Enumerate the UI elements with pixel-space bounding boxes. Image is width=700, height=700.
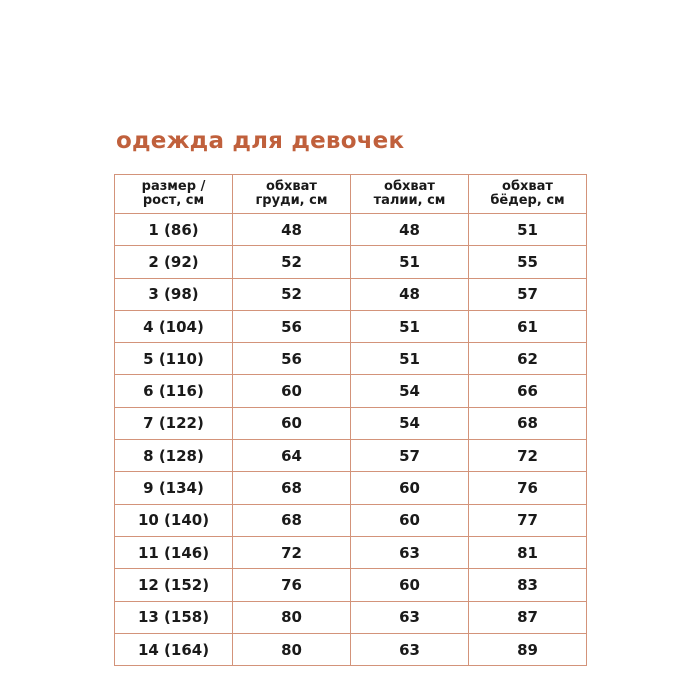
hips-cell: 81 xyxy=(469,536,587,568)
header-line: обхват xyxy=(384,179,435,194)
size-cell: 1 (86) xyxy=(115,214,233,246)
header-size-height xyxy=(115,175,233,214)
chest-cell: 60 xyxy=(233,375,351,407)
size-chart-table xyxy=(114,174,587,666)
hips-cell: 83 xyxy=(469,569,587,601)
hips-cell: 61 xyxy=(469,310,587,342)
chest-cell: 76 xyxy=(233,569,351,601)
chest-cell: 80 xyxy=(233,633,351,665)
table-row xyxy=(115,536,587,568)
header-line: рост, см xyxy=(142,193,205,208)
size-cell: 9 (134) xyxy=(115,472,233,504)
waist-cell: 48 xyxy=(351,278,469,310)
table-row xyxy=(115,375,587,407)
size-cell: 6 (116) xyxy=(115,375,233,407)
size-cell: 8 (128) xyxy=(115,440,233,472)
header-line: обхват xyxy=(502,179,553,194)
table-row xyxy=(115,246,587,278)
chest-cell: 80 xyxy=(233,601,351,633)
header-line: размер / xyxy=(141,179,206,194)
chest-cell: 52 xyxy=(233,278,351,310)
table-row xyxy=(115,407,587,439)
hips-cell: 89 xyxy=(469,633,587,665)
hips-cell: 55 xyxy=(469,246,587,278)
table-row xyxy=(115,569,587,601)
header-line: груди, см xyxy=(255,193,328,208)
chest-cell: 60 xyxy=(233,407,351,439)
header-line: обхват xyxy=(266,179,317,194)
table-row xyxy=(115,601,587,633)
hips-cell: 66 xyxy=(469,375,587,407)
size-cell: 3 (98) xyxy=(115,278,233,310)
size-cell: 7 (122) xyxy=(115,407,233,439)
waist-cell: 54 xyxy=(351,407,469,439)
hips-cell: 68 xyxy=(469,407,587,439)
header-row xyxy=(115,175,587,214)
hips-cell: 87 xyxy=(469,601,587,633)
waist-cell: 54 xyxy=(351,375,469,407)
chest-cell: 56 xyxy=(233,343,351,375)
waist-cell: 60 xyxy=(351,472,469,504)
waist-cell: 63 xyxy=(351,601,469,633)
chest-cell: 72 xyxy=(233,536,351,568)
table-row xyxy=(115,310,587,342)
waist-cell: 51 xyxy=(351,343,469,375)
table-row xyxy=(115,440,587,472)
chest-cell: 48 xyxy=(233,214,351,246)
header-hips xyxy=(469,175,587,214)
page-title: одежда для девочек xyxy=(116,128,405,154)
header-line: талии, см xyxy=(373,193,446,208)
table-row xyxy=(115,633,587,665)
hips-cell: 77 xyxy=(469,504,587,536)
size-cell: 13 (158) xyxy=(115,601,233,633)
size-cell: 2 (92) xyxy=(115,246,233,278)
waist-cell: 51 xyxy=(351,246,469,278)
table-body xyxy=(115,214,587,666)
hips-cell: 51 xyxy=(469,214,587,246)
waist-cell: 63 xyxy=(351,633,469,665)
header-line: бёдер, см xyxy=(490,193,565,208)
size-cell: 12 (152) xyxy=(115,569,233,601)
hips-cell: 76 xyxy=(469,472,587,504)
waist-cell: 63 xyxy=(351,536,469,568)
waist-cell: 60 xyxy=(351,569,469,601)
header-chest xyxy=(233,175,351,214)
table-row xyxy=(115,504,587,536)
chest-cell: 56 xyxy=(233,310,351,342)
chest-cell: 68 xyxy=(233,472,351,504)
waist-cell: 51 xyxy=(351,310,469,342)
size-cell: 14 (164) xyxy=(115,633,233,665)
hips-cell: 72 xyxy=(469,440,587,472)
waist-cell: 48 xyxy=(351,214,469,246)
table-row xyxy=(115,278,587,310)
header-waist xyxy=(351,175,469,214)
size-cell: 10 (140) xyxy=(115,504,233,536)
hips-cell: 57 xyxy=(469,278,587,310)
size-cell: 5 (110) xyxy=(115,343,233,375)
table-row xyxy=(115,214,587,246)
table-header xyxy=(115,175,587,214)
hips-cell: 62 xyxy=(469,343,587,375)
chest-cell: 68 xyxy=(233,504,351,536)
waist-cell: 60 xyxy=(351,504,469,536)
size-cell: 11 (146) xyxy=(115,536,233,568)
table-row xyxy=(115,343,587,375)
table-row xyxy=(115,472,587,504)
chest-cell: 52 xyxy=(233,246,351,278)
size-cell: 4 (104) xyxy=(115,310,233,342)
waist-cell: 57 xyxy=(351,440,469,472)
chest-cell: 64 xyxy=(233,440,351,472)
